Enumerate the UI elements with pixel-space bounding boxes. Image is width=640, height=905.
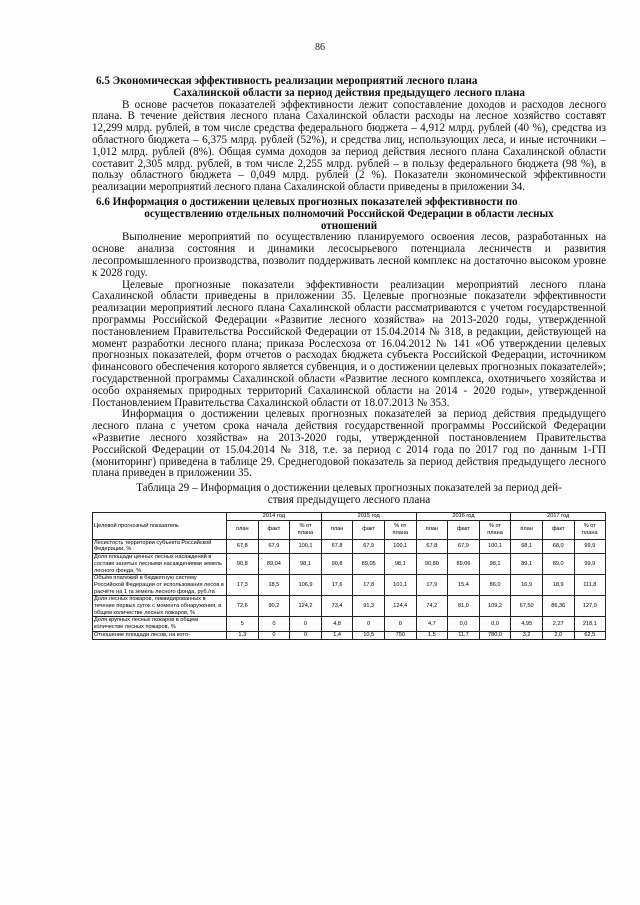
value-cell: 218,1: [574, 617, 606, 631]
value-cell: 10,5: [353, 631, 385, 639]
value-cell: 1,5: [416, 631, 448, 639]
value-cell: 98,1: [290, 554, 322, 575]
value-cell: 4,95: [511, 617, 543, 631]
fact-header: факт: [258, 520, 290, 539]
section-6-5-paragraph: В основе расчетов показателей эффективности лежит сопоставление доходов и расходов лесного плана. В течение действия лесного плана Сахалинской области расходы на лесное хозяйство составят 12,299 млрд. рублей, в том числе средства федерального бюджета – 4,912 млрд. рублей (40 %), средства из областного бюджета – 6,375 млрд. рублей (52%), и средства лиц, использующих леса, и иные источники – 1,012 млрд. рублей (8%). Общая сумма доходов за период действия лесного плана Сахалинской области составит 2,305 млрд. рублей, в том числе 2,255 млрд. рублей – в пользу федерального бюджета (98 %), в пользу областного бюджета – 0,049 млрд. рублей (2 %). Показатели экономической эффективности реализации мероприятий лесного плана Сахалинской области приведены в приложении 34.: [92, 98, 606, 194]
table-caption-line1: Таблица 29 – Информация о достижении целевых прогнозных показателей за период дей-: [136, 482, 562, 495]
value-cell: 86,0: [479, 575, 511, 596]
value-cell: 0,0: [479, 617, 511, 631]
value-cell: 67,8: [416, 539, 448, 553]
fact-header: факт: [448, 520, 480, 539]
value-cell: 0: [290, 631, 322, 639]
value-cell: 0: [258, 631, 290, 639]
indicator-name-cell: Доля крупных лесных пожаров в общем количестве лесных пожаров, %: [93, 617, 227, 631]
table-caption: [92, 483, 606, 507]
value-cell: 98,1: [384, 554, 416, 575]
value-cell: 17,3: [227, 575, 259, 596]
fact-header: факт: [353, 520, 385, 539]
value-cell: 124,4: [384, 596, 416, 617]
value-cell: 67,8: [227, 539, 259, 553]
value-cell: 106,9: [290, 575, 322, 596]
value-cell: 89,04: [258, 554, 290, 575]
value-cell: 67,9: [353, 539, 385, 553]
value-cell: 89,06: [448, 554, 480, 575]
plan-header: план: [416, 520, 448, 539]
value-cell: 111,8: [574, 575, 606, 596]
year-header: 2017 год: [511, 513, 606, 521]
section-6-6: [92, 197, 606, 480]
fact-header: факт: [542, 520, 574, 539]
value-cell: 98,1: [479, 554, 511, 575]
value-cell: 0,0: [448, 617, 480, 631]
value-cell: 4,8: [321, 617, 353, 631]
value-cell: 0: [258, 617, 290, 631]
plan-header: план: [321, 520, 353, 539]
value-cell: 91,3: [353, 596, 385, 617]
value-cell: 62,5: [574, 631, 606, 639]
value-cell: 89,1: [511, 554, 543, 575]
table-caption-line2: ствия предыдущего лесного плана: [267, 493, 431, 506]
percent-header: % от плана: [479, 520, 511, 539]
percent-header: % от плана: [290, 520, 322, 539]
indicators-table: [92, 512, 606, 640]
value-cell: 15,4: [448, 575, 480, 596]
percent-header: % от плана: [574, 520, 606, 539]
indicator-name-cell: Объём платежей в бюджетную систему Российской Федерации от использования лесов в расчёте на 1 га земель лесного фонда, руб./га: [93, 575, 227, 596]
section-6-6-paragraph-3: Информация о достижении целевых прогнозных показателей за период действия предыдущего лесного плана с учетом срока начала действия государственной программы Российской Федерации «Развитие лесного хозяйства» на 2013-2020 годы, утвержденной постановлением Правительства Российской Федерации от 15.04.2014 № 318, т.е. за период с 2014 года по 2017 год по данным 1-ГП (мониторинг) приведена в таблице 29. Среднегодовой показатель за период действия предыдущего лесного плана приведен в приложении 35.: [92, 408, 606, 480]
value-cell: 72,6: [227, 596, 259, 617]
section-6-5-heading-line1: 6.5 Экономическая эффективность реализации мероприятий лесного плана: [96, 75, 478, 87]
page-content: [92, 76, 606, 510]
table-row: [93, 617, 606, 631]
value-cell: 67,9: [448, 539, 480, 553]
value-cell: 17,8: [353, 575, 385, 596]
indicator-name-cell: Доля площади ценных лесных насаждений в составе занятых лесными насаждениями земель лесного фонда, %: [93, 554, 227, 575]
value-cell: 17,6: [321, 575, 353, 596]
indicator-name-cell: Отношение площади лесов, на кото-: [93, 631, 227, 639]
plan-header: план: [227, 520, 259, 539]
value-cell: 90,8: [321, 554, 353, 575]
indicator-name-cell: Лесистость территории субъекта Российской Федерации, %: [93, 539, 227, 553]
table-header-years-row: [93, 513, 606, 521]
section-6-6-heading-line1: 6.6 Информация о достижении целевых прогнозных показателей эффективности по: [96, 195, 518, 208]
value-cell: 18,9: [542, 575, 574, 596]
value-cell: 89,05: [353, 554, 385, 575]
value-cell: 0: [353, 617, 385, 631]
value-cell: 68,0: [542, 539, 574, 553]
table-row: [93, 631, 606, 639]
year-header: 2014 год: [227, 513, 322, 521]
value-cell: 16,9: [511, 575, 543, 596]
year-header: 2016 год: [416, 513, 511, 521]
value-cell: 67,9: [258, 539, 290, 553]
section-6-5: [92, 76, 606, 194]
value-cell: 2,0: [542, 631, 574, 639]
value-cell: 124,2: [290, 596, 322, 617]
table-region: [92, 512, 606, 850]
value-cell: 67,8: [321, 539, 353, 553]
value-cell: 3,2: [511, 631, 543, 639]
value-cell: 100,1: [479, 539, 511, 553]
value-cell: 73,4: [321, 596, 353, 617]
value-cell: 74,2: [416, 596, 448, 617]
value-cell: 127,9: [574, 596, 606, 617]
value-cell: 0: [384, 617, 416, 631]
plan-header: план: [511, 520, 543, 539]
section-6-6-paragraph-2: Целевые прогнозные показатели эффективности реализации мероприятий лесного плана Сахалинской области приведены в приложении 35. Целевые прогнозные показатели эффективности реализации мероприятий лесного плана Сахалинской области рассматриваются с учетом государственной программы Российской Федерации «Развитие лесного хозяйства» на 2013-2020 годы, утвержденной постановлением Правительства Российской Федерации от 15.04.2014 № 318, в редакции, действующей на момент разработки лесного плана; приказа Рослесхоза от 16.04.2012 № 141 «Об утверждении целевых прогнозных показателей, форм отчетов о расходах бюджета субъекта Российской Федерации, источником финансового обеспечения которого является субвенция, и о достижении целевых прогнозных показателей»; государственной программы Сахалинской области «Развитие лесного комплекса, охотничьего хозяйства и особо охраняемых природных территорий Сахалинской области на 2014 - 2020 годы», утвержденной Постановлением Правительства Сахалинской области от 18.07.2013 № 353.: [92, 278, 606, 409]
value-cell: 5: [227, 617, 259, 631]
table-row: [93, 539, 606, 553]
value-cell: 17,9: [416, 575, 448, 596]
table-body: [93, 539, 606, 639]
indicator-column-header: Целевой прогнозный показатель: [93, 513, 227, 540]
percent-header: % от плана: [384, 520, 416, 539]
value-cell: 2,27: [542, 617, 574, 631]
value-cell: 67,50: [511, 596, 543, 617]
value-cell: 101,1: [384, 575, 416, 596]
section-6-6-heading-line3: отношений: [320, 219, 378, 232]
year-header: 2015 год: [321, 513, 416, 521]
value-cell: 90,8: [227, 554, 259, 575]
value-cell: 0: [290, 617, 322, 631]
table-row: [93, 554, 606, 575]
value-cell: 90,2: [258, 596, 290, 617]
value-cell: 100,1: [384, 539, 416, 553]
value-cell: 99,9: [574, 539, 606, 553]
section-6-5-heading-line2: Сахалинской области за период действия предыдущего лесного плана: [173, 86, 525, 99]
indicator-name-cell: Доля лесных пожаров, ликвидированных в течение первых суток с момента обнаружения, в общем количестве лесных пожаров, %: [93, 596, 227, 617]
table-row: [93, 596, 606, 617]
value-cell: 11,7: [448, 631, 480, 639]
value-cell: 1,4: [321, 631, 353, 639]
value-cell: 750: [384, 631, 416, 639]
value-cell: 1,3: [227, 631, 259, 639]
value-cell: 90,80: [416, 554, 448, 575]
value-cell: 99,9: [574, 554, 606, 575]
value-cell: 86,36: [542, 596, 574, 617]
value-cell: 18,5: [258, 575, 290, 596]
value-cell: 109,2: [479, 596, 511, 617]
table-row: [93, 575, 606, 596]
value-cell: 780,0: [479, 631, 511, 639]
section-6-6-paragraph-1: Выполнение мероприятий по осуществлению планируемого освоения лесов, разработанных на основе анализа состояния и динамики лесосырьевого потенциала лесничеств и развития лесопромышленного производства, позволит поддерживать лесной комплекс на достаточно высоком уровне к 2028 году.: [92, 231, 606, 279]
value-cell: 100,1: [290, 539, 322, 553]
page-number: 86: [315, 42, 325, 53]
value-cell: 4,7: [416, 617, 448, 631]
value-cell: 68,1: [511, 539, 543, 553]
section-6-6-heading-line2: осуществлению отдельных полномочий Российской Федерации в области лесных: [144, 207, 554, 220]
value-cell: 81,0: [448, 596, 480, 617]
value-cell: 89,0: [542, 554, 574, 575]
